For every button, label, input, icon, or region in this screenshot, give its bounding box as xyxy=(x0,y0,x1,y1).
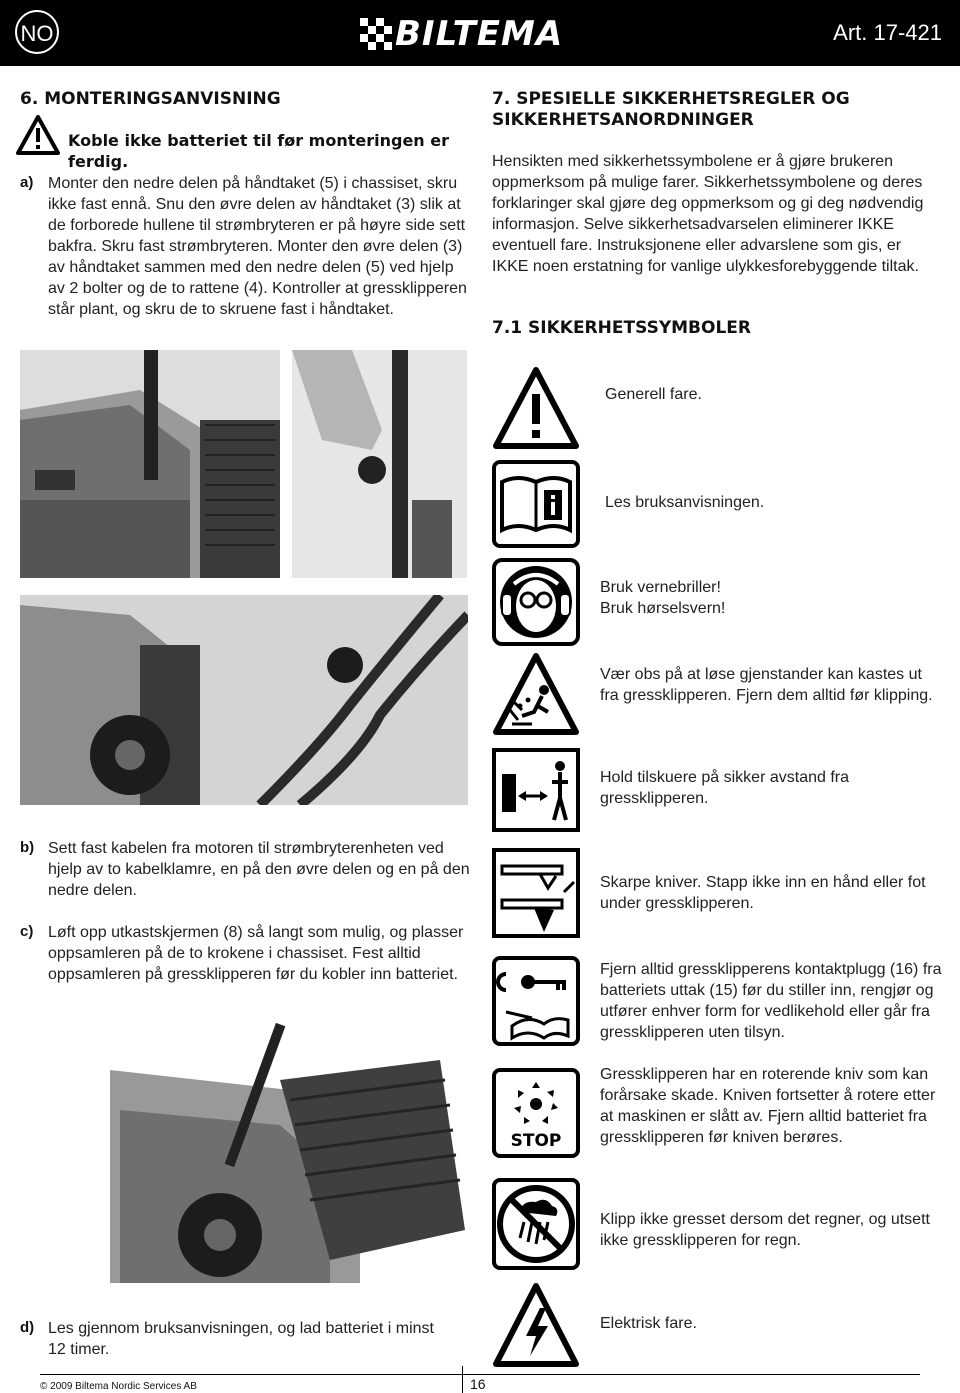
symbol-text-keep-distance: Hold tilskuere på sikker avstand fra gressklipperen. xyxy=(600,769,849,807)
photo-handle-knob xyxy=(292,350,467,578)
step-text: Les gjennom bruksanvisningen, og lad batteriet i minst 12 timer. xyxy=(48,1320,434,1358)
step-b xyxy=(20,838,470,901)
section-heading-safety: 7. SPESIELLE SIKKERHETSREGLER OG SIKKERHETSANORDNINGER xyxy=(492,89,850,130)
step-d xyxy=(20,1318,470,1360)
step-text: Løft opp utkastskjermen (8) så langt som mulig, og plasser oppsamleren på de to krokene i chassiset. Fest alltid oppsamleren på gressklipperen før du kobler inn batteriet. xyxy=(48,924,464,983)
warning-triangle-icon xyxy=(16,115,60,155)
symbol-text-rotating-blade: Gressklipperen har en roterende kniv som kan forårsake skade. Kniven fortsetter å rotere etter at maskinen er slått av. Fjern alltid batteriet fra gressklipperen før kniven berøres. xyxy=(600,1066,936,1146)
symbol-text-read-manual: Les bruksanvisningen. xyxy=(605,494,765,511)
step-c xyxy=(20,922,470,985)
warning-text: Koble ikke batteriet til før monteringen er ferdig. xyxy=(68,131,449,171)
eye-ear-protection-icon xyxy=(492,558,580,646)
step-a xyxy=(20,173,470,320)
read-manual-icon xyxy=(492,460,580,548)
step-label: a) xyxy=(20,174,34,191)
brand-logo: BILTEMA xyxy=(395,14,564,54)
photo-handle-assembled xyxy=(20,595,468,805)
step-text: Sett fast kabelen fra motoren til strømbryterenheten ved hjelp av to kabelklamre, en på den øvre delen og en på den nedre delen. xyxy=(48,840,470,899)
general-danger-icon xyxy=(492,364,580,452)
keep-distance-icon xyxy=(492,748,580,832)
symbol-text-thrown-objects: Vær obs på at løse gjenstander kan kastes ut fra gressklipperen. Fjern dem alltid før klipping. xyxy=(600,666,933,704)
section-heading-symbols: 7.1 SIKKERHETSSYMBOLER xyxy=(492,318,751,338)
step-label: c) xyxy=(20,923,34,940)
symbol-text-electric-danger: Elektrisk fare. xyxy=(600,1315,697,1332)
symbol-text-sharp-blades: Skarpe kniver. Stapp ikke inn en hånd eller fot under gressklipperen. xyxy=(600,874,926,912)
thrown-objects-icon xyxy=(492,650,580,738)
footer-page-tick xyxy=(462,1366,463,1393)
page-number: 16 xyxy=(470,1376,486,1392)
step-text: Monter den nedre delen på håndtaket (5) i chassiset, skru ikke fast ennå. Snu den øvre delen av håndtaket (3) slik at de forborede hullene til strømbryteren er på høyre side sett bakfra. Skru fast strømbryteren. Monter den øvre delen (3) av håndtaket sammen med den nedre delen (5) ved hjelp av 2 bolter og de to rattene (4). Kontroller at gressklipperen står plant, og skru de to skruene fast i håndtaket. xyxy=(48,175,467,318)
symbol-text-disconnect-key: Fjern alltid gressklipperens kontaktplugg (16) fra batteriets uttak (15) før du stiller inn, rengjør og utfører enhver form for vedlikehold eller går fra gressklipperen uten tilsyn. xyxy=(600,961,942,1041)
footer-divider xyxy=(40,1374,920,1375)
language-badge: NO xyxy=(15,10,59,54)
symbol-text-eye-ear-protection: Bruk vernebriller! Bruk hørselsvern! xyxy=(600,579,726,617)
photo-handle-mount xyxy=(20,350,280,578)
stop-label: STOP xyxy=(510,1131,562,1151)
sharp-blades-icon xyxy=(492,848,580,938)
section-heading-assembly: 6. MONTERINGSANVISNING xyxy=(20,89,281,109)
copyright: © 2009 Biltema Nordic Services AB xyxy=(40,1381,197,1392)
checker-flag-icon xyxy=(360,18,392,50)
step-label: d) xyxy=(20,1319,35,1336)
safety-intro: Hensikten med sikkerhetssymbolene er å gjøre brukeren oppmerksom på mulige farer. Sikkerhetssymbolene og deres forklaringer skal gjøre deg oppmerksom og gi deg nødvendig informasjon. Selve sikkerhetsadvarselen eliminerer IKKE eventuell fare. Instruksjonene eller advarslene som gis, er IKKE noen erstatning for vanlige ulykkesforebyggende tiltak. xyxy=(492,153,924,275)
symbol-text-no-rain: Klipp ikke gresset dersom det regner, og utsett ikke gressklipperen for regn. xyxy=(600,1211,930,1249)
no-rain-icon xyxy=(492,1178,580,1270)
symbol-text-general-danger: Generell fare. xyxy=(605,386,702,403)
rotating-blade-icon xyxy=(492,1068,580,1158)
electric-danger-icon xyxy=(492,1280,580,1370)
step-label: b) xyxy=(20,839,35,856)
photo-grass-collector xyxy=(110,1020,465,1283)
disconnect-key-icon xyxy=(492,956,580,1046)
article-number: Art. 17-421 xyxy=(833,20,942,45)
